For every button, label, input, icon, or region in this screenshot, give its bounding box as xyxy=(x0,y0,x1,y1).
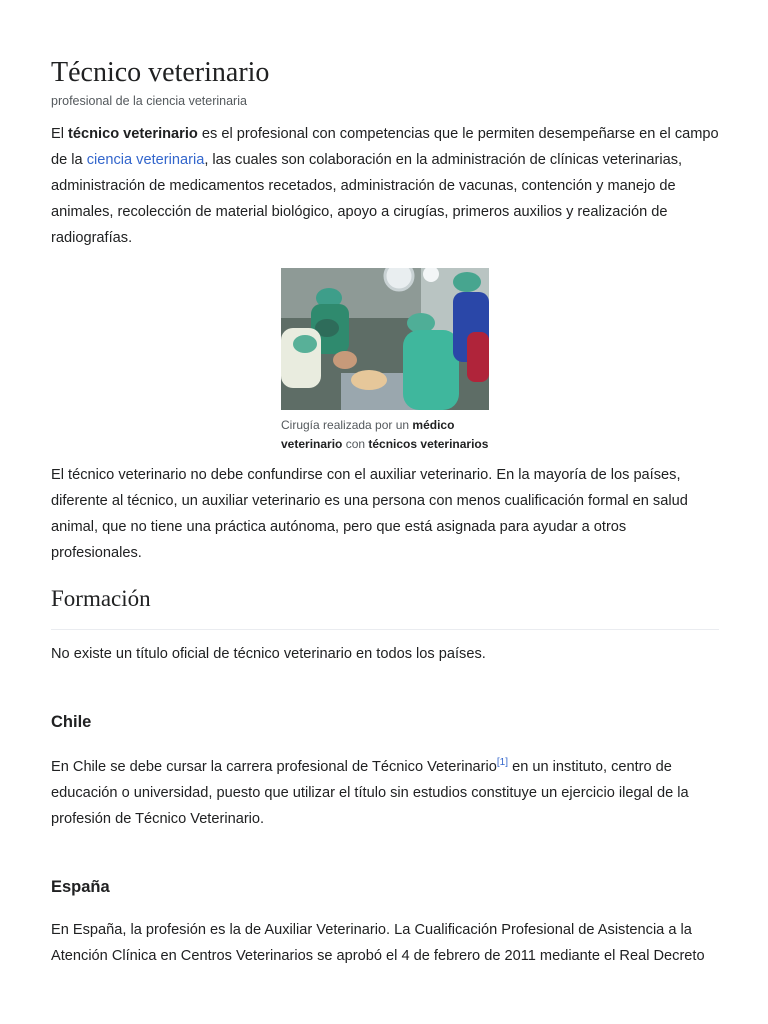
intro-paragraph xyxy=(51,121,719,251)
caption-bold-2: técnicos veterinarios xyxy=(368,437,489,451)
heading-chile: Chile xyxy=(51,713,92,731)
caption-text-2: con xyxy=(342,437,369,451)
chile-text-2: en un instituto, centro de educación o universidad, puesto que utilizar el título sin estudios constituye un ejercicio ilegal de la profesión de Técnico Veterinario. xyxy=(51,759,689,827)
paragraph-auxiliar: El técnico veterinario no debe confundirse con el auxiliar veterinario. En la mayoría de los países, diferente al técnico, un auxiliar veterinario es una persona con menos cualificación formal en salud animal, que no tiene una práctica autónoma, pero que está asignada para ayudar a otros profesionales. xyxy=(51,467,688,561)
reference-sup xyxy=(497,757,508,768)
page-title: Técnico veterinario xyxy=(51,57,270,88)
paragraph-formacion: No existe un título oficial de técnico veterinario en todos los países. xyxy=(51,646,486,662)
heading-espana: España xyxy=(51,878,110,896)
intro-text-1: El xyxy=(51,126,69,142)
figure-caption xyxy=(281,416,489,454)
heading-formacion: Formación xyxy=(51,586,151,611)
intro-text-2: es el profesional con competencias que le permiten desempeñarse en el campo de la xyxy=(51,126,719,168)
section-divider xyxy=(51,629,719,630)
reference-link-1[interactable]: [1] xyxy=(496,757,509,769)
caption-text-1: Cirugía realizada por un xyxy=(281,418,413,432)
page-subtitle: profesional de la ciencia veterinaria xyxy=(51,94,247,108)
surgery-photo[interactable] xyxy=(281,268,489,410)
caption-bold-1: médico veterinario xyxy=(281,418,455,451)
ciencia-veterinaria-link[interactable]: ciencia veterinaria xyxy=(86,152,205,168)
paragraph-chile xyxy=(51,754,719,832)
intro-bold-term: técnico veterinario xyxy=(68,126,198,142)
chile-text-1: En Chile se debe cursar la carrera profesional de Técnico Veterinario xyxy=(51,759,497,775)
intro-text-3: , las cuales son colaboración en la administración de clínicas veterinarias, administración de medicamentos recetados, administración de vacunas, contención y manejo de animales, recolección de material biológico, apoyo a cirugías, primeros auxilios y realización de radiografías. xyxy=(51,152,683,246)
paragraph-espana: En España, la profesión es la de Auxiliar Veterinario. La Cualificación Profesional de Asistencia a la Atención Clínica en Centros Veterinarios se aprobó el 4 de febrero de 2011 mediante el Real Decreto xyxy=(51,922,705,964)
figure xyxy=(281,268,489,454)
